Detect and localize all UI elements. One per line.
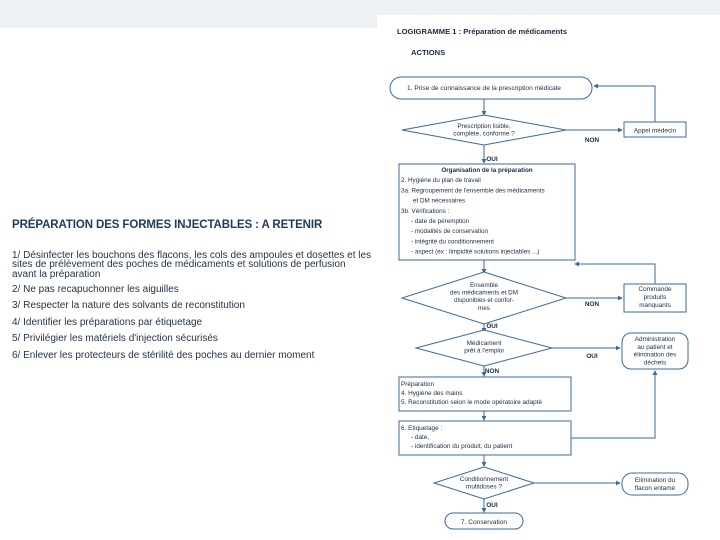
branch-label-oui: OUI — [486, 502, 498, 509]
flow-text: Conditionnement — [459, 476, 509, 483]
retenir-item-line: 5/ Privilégier les matériels d'injection sécurisés — [12, 333, 218, 345]
flow-text: - date, — [411, 434, 430, 441]
flow-text: Prescription lisible, — [457, 123, 511, 130]
flow-text: Elimination du — [634, 477, 676, 484]
flow-text: Appel médecin — [633, 127, 677, 135]
flow-text: Commande — [638, 286, 672, 293]
flow-text: Ensemble — [469, 282, 499, 289]
flow-text: disponibles et confor- — [454, 297, 514, 305]
retenir-item-line: 1/ Désinfecter les bouchons des flacons, les cols des ampoules et dosettes et les — [12, 250, 372, 261]
flow-text: Préparation — [401, 381, 435, 388]
retenir-item-line: 2/ Ne pas recapuchonner les aiguilles — [12, 283, 179, 295]
flow-text: 7. Conservation — [460, 519, 508, 526]
flowchart-panel — [377, 15, 720, 540]
retenir-item-line: 3/ Respecter la nature des solvants de reconstitution — [12, 300, 245, 312]
retenir-item — [12, 300, 377, 312]
flow-text: 3b. Vérifications : — [401, 207, 450, 215]
flowchart-subtitle: ACTIONS — [411, 48, 446, 57]
retenir-item — [12, 350, 377, 362]
flow-text: complète, conforme ? — [453, 130, 515, 138]
flow-text: élimination des — [633, 351, 677, 359]
flow-connector — [571, 371, 655, 438]
branch-label-non: NON — [584, 137, 600, 144]
flow-text: 6. Etiquetage : — [401, 425, 443, 432]
flow-text: - intégrité du conditionnement — [411, 238, 494, 246]
flow-text: Médicament — [466, 340, 502, 347]
flow-text: multidoses ? — [466, 483, 502, 491]
flow-text: - aspect (ex : limpidité solutions injectables ...) — [411, 248, 540, 256]
flow-text: au patient et — [637, 343, 673, 351]
flow-connector — [575, 264, 655, 284]
flow-connector — [594, 86, 655, 122]
flow-text: 4. Hygiène des mains — [401, 390, 463, 397]
retenir-item-line: sites de prélèvement des poches de médicaments et solutions de perfusion — [12, 259, 346, 271]
retenir-item-line: 4/ Identifier les préparations par étiquetage — [12, 316, 203, 328]
branch-label-oui: OUI — [486, 323, 498, 330]
flow-text: Organisation de la préparation — [441, 167, 533, 174]
flow-text: 3a. Regroupement de l'ensemble des médicaments — [401, 187, 545, 195]
flow-text: prêt à l'emploi — [464, 347, 504, 355]
flow-text: flacon entamé — [634, 485, 676, 492]
retenir-item — [12, 333, 377, 345]
flow-text: manquants — [639, 302, 671, 309]
retenir-item-line: avant la préparation — [12, 268, 101, 280]
flow-text: - identification du produit, du patient — [411, 443, 513, 450]
flow-text: déchets — [643, 359, 667, 367]
flow-text: - date de péremption — [411, 218, 470, 225]
branch-label-non: NON — [584, 301, 600, 308]
retenir-list — [12, 251, 377, 366]
flowchart-title: LOGIGRAMME 1 : Préparation de médicaments — [397, 27, 568, 36]
flow-text: mes — [478, 304, 490, 312]
flowchart-diagram — [377, 15, 720, 540]
retenir-item — [12, 317, 377, 329]
retenir-item-line: 6/ Enlever les protecteurs de stérilité des poches au dernier moment — [12, 349, 315, 361]
branch-label-oui: OUI — [586, 353, 598, 360]
flow-text: produits — [643, 294, 667, 301]
slide-title: PRÉPARATION DES FORMES INJECTABLES : A RETENIR — [12, 219, 323, 231]
branch-label-non: NON — [484, 368, 500, 375]
flow-text: 2. Hygiène du plan de travail — [401, 177, 481, 185]
flow-text: - modalités de conservation — [411, 228, 489, 236]
flow-text: des médicaments et DM — [450, 289, 518, 297]
flow-text: Administration — [634, 336, 676, 343]
flow-text: et DM nécessaires — [413, 197, 466, 205]
flow-text: 5. Reconstitution selon le mode opératoire adapté — [401, 399, 543, 406]
retenir-item — [12, 251, 377, 279]
retenir-item — [12, 284, 377, 296]
flow-text: 1. Prise de connaissance de la prescription médicale — [407, 85, 561, 92]
branch-label-oui: OUI — [486, 156, 498, 163]
